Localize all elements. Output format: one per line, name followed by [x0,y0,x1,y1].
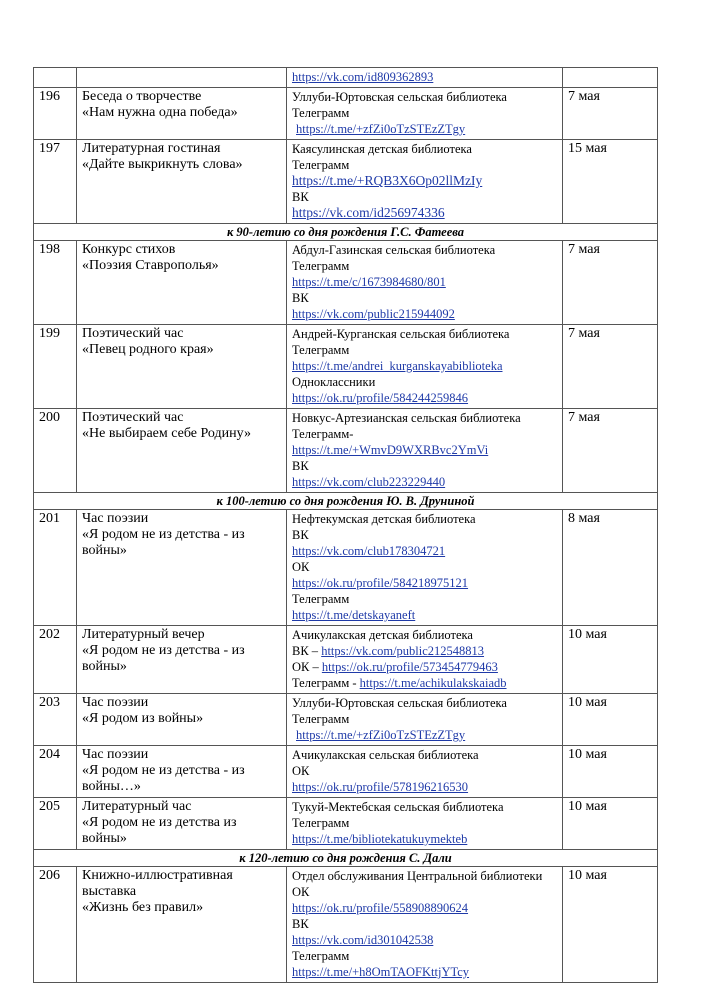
section-row [34,493,658,510]
platform-label: Телеграмм [292,106,350,120]
platform-label: Телеграмм [292,712,350,726]
place-cell [287,510,563,626]
event-title: «Не выбираем себе Родину» [82,426,251,441]
event-cell [77,510,287,626]
event-cell [77,409,287,493]
contact-line [292,121,559,137]
library-name: Ачикулакская сельская библиотека [292,748,479,762]
num-cell [34,68,77,88]
row-number: 200 [34,409,77,493]
events-table-body [34,68,658,983]
platform-label: Телеграмм [292,259,350,273]
event-cell [77,798,287,850]
library-name: Тукуй-Мектебская сельская библиотека [292,800,504,814]
contact-line [292,964,559,980]
vk-link[interactable]: https://vk.com/id809362893 [292,70,434,84]
platform-label: Телеграмм - [292,676,360,690]
contact-line [292,157,559,173]
platform-label: Телеграмм [292,158,350,172]
event-title: «Певец родного края» [82,342,214,357]
contact-line [292,306,559,322]
place-cell [287,798,563,850]
event-form: Поэтический час [82,326,184,341]
platform-label: Телеграмм [292,816,350,830]
event-title: «Я родом из войны» [82,711,204,726]
contact-line [292,643,559,659]
place-cell [287,140,563,224]
event-date: 10 мая [563,626,658,694]
table-row [34,694,658,746]
social-link[interactable]: https://t.me/achikulakskaiadb [359,676,507,690]
event-form: Час поэзии [82,511,149,526]
platform-label: ОК [292,764,310,778]
event-title: «Нам нужна одна победа» [82,105,238,120]
platform-label: ВК [292,917,309,931]
event-cell [77,241,287,325]
contact-line [292,575,559,591]
event-form: Литературный вечер [82,627,205,642]
contact-line [292,815,559,831]
event-form: Час поэзии [82,747,149,762]
place-cell [287,746,563,798]
platform-label: ВК [292,190,309,204]
platform-label: Телеграмм [292,592,350,606]
section-row [34,850,658,867]
row-number: 196 [34,88,77,140]
place-cell [287,867,563,983]
event-cell [77,626,287,694]
row-number: 202 [34,626,77,694]
contact-line [292,559,559,575]
event-cell [77,694,287,746]
contact-line [292,458,559,474]
platform-label: Телеграмм [292,949,350,963]
platform-label: ОК [292,560,310,574]
event-form: Книжно-иллюстративная выставка [82,868,233,899]
contact-line [292,173,559,189]
library-name: Абдул-Газинская сельская библиотека [292,243,496,257]
social-link[interactable]: https://t.me/andrei_kurganskayabiblioteka [292,359,503,373]
contact-line [292,390,559,406]
table-row [34,88,658,140]
social-link[interactable]: https://ok.ru/profile/573454779463 [321,660,498,674]
platform-label: ВК [292,291,309,305]
event-cell [77,325,287,409]
place-cell [287,325,563,409]
contact-line [292,763,559,779]
contact-line [292,727,559,743]
contact-line [292,105,559,121]
date-cell [563,68,658,88]
platform-label: Телеграмм [292,343,350,357]
library-name: Нефтекумская детская библиотека [292,512,476,526]
library-name: Новкус-Артезианская сельская библиотека [292,411,521,425]
social-link[interactable]: https://vk.com/id256974336 [292,205,445,220]
event-date: 7 мая [563,88,658,140]
contact-line [292,675,559,691]
library-name: Отдел обслуживания Центральной библиотеки [292,869,543,883]
event-date: 10 мая [563,694,658,746]
event-date: 7 мая [563,241,658,325]
event-title: «Дайте выкрикнуть слова» [82,157,243,172]
contact-line [292,932,559,948]
social-link[interactable]: https://t.me/+WmvD9WXRBvc2YmVi [292,443,489,457]
place-cell [287,68,563,88]
contact-line [292,916,559,932]
event-form: Конкурс стихов [82,242,176,257]
social-link[interactable]: https://t.me/+zfZi0oTzSTEzZTgy [296,122,466,136]
social-link[interactable]: https://vk.com/public212548813 [321,644,485,658]
social-link[interactable]: https://ok.ru/profile/584244259846 [292,391,469,405]
row-number: 204 [34,746,77,798]
event-title: «Я родом не из детства - из войны» [82,643,245,674]
contact-line [292,659,559,675]
contact-line [292,543,559,559]
contact-line [292,258,559,274]
event-title: «Я родом не из детства из войны» [82,815,237,846]
row-number: 198 [34,241,77,325]
platform-label: ВК [292,528,309,542]
event-date: 15 мая [563,140,658,224]
event-date: 10 мая [563,746,658,798]
event-date: 10 мая [563,867,658,983]
contact-line [292,374,559,390]
place-cell [287,694,563,746]
social-link[interactable]: https://t.me/+zfZi0oTzSTEzZTgy [296,728,466,742]
event-date: 8 мая [563,510,658,626]
social-link[interactable]: https://vk.com/club223229440 [292,475,446,489]
platform-label: ВК [292,459,309,473]
contact-line [292,205,559,221]
contact-line [292,884,559,900]
place-cell [287,241,563,325]
event-form: Беседа о творчестве [82,89,202,104]
library-name: Ачикулакская детская библиотека [292,628,473,642]
contact-line [292,189,559,205]
platform-label: ОК – [292,660,322,674]
contact-line [292,426,559,442]
place-cell [287,626,563,694]
event-cell [77,867,287,983]
section-heading: к 90-летию со дня рождения Г.С. Фатеева [34,224,658,241]
row-number: 201 [34,510,77,626]
place-cell [287,409,563,493]
contact-line [292,607,559,623]
library-name: Уллуби-Юртовская сельская библиотека [292,90,507,104]
event-form: Литературная гостиная [82,141,221,156]
social-link[interactable]: https://ok.ru/profile/578196216530 [292,780,469,794]
event-title: «Я родом не из детства - из войны» [82,527,245,558]
platform-label: Телеграмм- [292,427,354,441]
contact-line [292,474,559,490]
contact-line [292,442,559,458]
platform-label: Одноклассники [292,375,376,389]
library-name: Андрей-Курганская сельская библиотека [292,327,510,341]
table-row [34,140,658,224]
event-cell [77,140,287,224]
table-row [34,409,658,493]
row-number: 205 [34,798,77,850]
row-number: 203 [34,694,77,746]
library-name: Уллуби-Юртовская сельская библиотека [292,696,507,710]
contact-line [292,831,559,847]
social-link[interactable]: https://vk.com/club178304721 [292,544,446,558]
event-form: Поэтический час [82,410,184,425]
social-link[interactable]: https://t.me/detskayaneft [292,608,416,622]
social-link[interactable]: https://t.me/+RQB3X6Op02llMzIy [292,173,483,188]
social-link[interactable]: https://t.me/c/1673984680/801 [292,275,446,289]
library-name: Каясулинская детская библиотека [292,142,472,156]
event-date: 10 мая [563,798,658,850]
row-number: 197 [34,140,77,224]
event-cell [77,88,287,140]
section-heading: к 120-летию со дня рождения С. Дали [34,850,658,867]
event-title: «Я родом не из детства - из войны…» [82,763,245,794]
table-row [34,746,658,798]
event-title: «Поэзия Ставрополья» [82,258,219,273]
event-form: Литературный час [82,799,192,814]
event-form: Час поэзии [82,695,149,710]
row-number: 199 [34,325,77,409]
table-row [34,510,658,626]
platform-label: ОК [292,885,310,899]
contact-line [292,779,559,795]
event-cell [77,68,287,88]
table-row [34,867,658,983]
section-row [34,224,658,241]
social-link[interactable]: https://t.me/+h8OmTAOFKttjYTcy [292,965,470,979]
row-number: 206 [34,867,77,983]
section-heading: к 100-летию со дня рождения Ю. В. Друниной [34,493,658,510]
event-cell [77,746,287,798]
social-link[interactable]: https://t.me/bibliotekatukuymekteb [292,832,468,846]
event-date: 7 мая [563,325,658,409]
event-title: «Жизнь без правил» [82,900,204,915]
place-cell [287,88,563,140]
table-row [34,325,658,409]
contact-line [292,290,559,306]
contact-line [292,711,559,727]
contact-line [292,948,559,964]
contact-line [292,274,559,290]
contact-line [292,342,559,358]
platform-label: ВК – [292,644,322,658]
social-link[interactable]: https://vk.com/id301042538 [292,933,434,947]
table-row [34,626,658,694]
contact-line [292,527,559,543]
social-link[interactable]: https://ok.ru/profile/584218975121 [292,576,469,590]
social-link[interactable]: https://vk.com/public215944092 [292,307,455,321]
table-row [34,241,658,325]
contact-line [292,591,559,607]
social-link[interactable]: https://ok.ru/profile/558908890624 [292,901,469,915]
contact-line [292,900,559,916]
events-table [33,67,658,983]
table-row-continued [34,68,658,88]
table-row [34,798,658,850]
contact-line [292,358,559,374]
event-date: 7 мая [563,409,658,493]
